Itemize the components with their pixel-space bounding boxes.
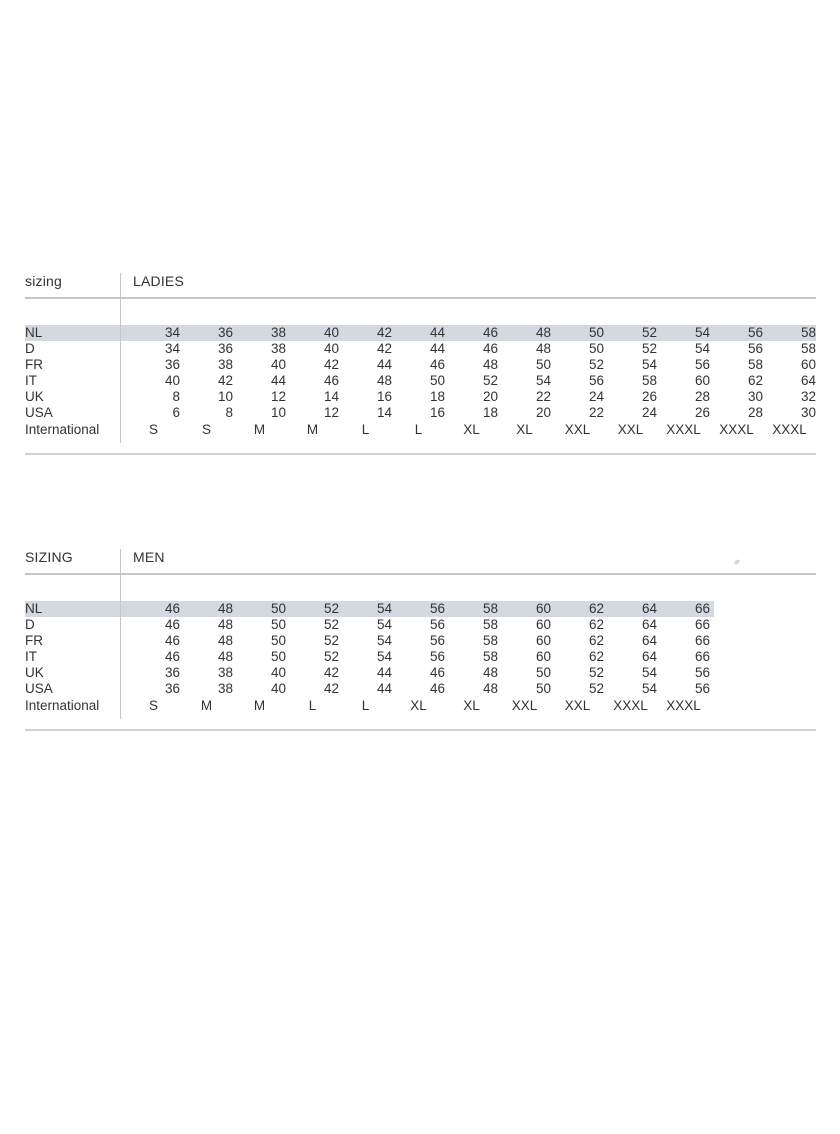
size-value: 54 [376,601,392,616]
size-value: 48 [482,681,498,696]
size-value: XXL [564,698,591,713]
size-value: 48 [217,633,233,648]
size-value: 44 [376,665,392,680]
size-value: 64 [800,373,816,388]
size-value: 66 [694,649,710,664]
size-value: M [253,422,266,437]
size-value: 20 [535,405,551,420]
size-value: 52 [588,357,604,372]
size-value: 58 [482,633,498,648]
size-value: 50 [535,357,551,372]
size-value: 62 [588,617,604,632]
size-value: 54 [641,681,657,696]
row-values [120,649,710,665]
size-value: 66 [694,633,710,648]
size-value: 34 [164,341,180,356]
size-value: 28 [694,389,710,404]
size-value: 56 [694,357,710,372]
size-value: 52 [588,681,604,696]
size-value: 36 [164,357,180,372]
size-value: S [201,422,211,437]
size-value: 14 [323,389,339,404]
size-value: 46 [482,341,498,356]
size-value: 60 [535,601,551,616]
size-value: 56 [747,325,763,340]
size-value: 56 [429,633,445,648]
size-value: XL [463,422,480,437]
column-divider [120,549,121,719]
table-row [25,325,816,341]
size-value: 8 [172,389,180,404]
size-value: 46 [429,357,445,372]
table-row [25,697,816,715]
size-value: 46 [429,681,445,696]
table-bottom-rule [25,729,816,731]
row-values [120,633,710,649]
table-title: MEN [133,549,165,565]
size-value: 50 [270,633,286,648]
size-value: 36 [217,341,233,356]
size-value: 52 [641,341,657,356]
size-value: 64 [641,617,657,632]
table-row [25,421,816,439]
table-row [25,633,816,649]
row-label: USA [25,405,53,420]
table-row [25,357,816,373]
size-value: 20 [482,389,498,404]
size-value: 52 [588,665,604,680]
size-value: 36 [164,681,180,696]
size-value: 44 [376,681,392,696]
size-value: 44 [429,325,445,340]
row-values [120,601,710,617]
size-value: 58 [800,325,816,340]
size-value: 54 [376,617,392,632]
table-row [25,341,816,357]
table-row [25,665,816,681]
size-value: 8 [225,405,233,420]
table-header [25,549,816,575]
size-value: 30 [800,405,816,420]
size-value: 44 [270,373,286,388]
size-value: 32 [800,389,816,404]
size-value: 36 [164,665,180,680]
size-value: 34 [164,325,180,340]
size-value: 54 [376,649,392,664]
size-value: 40 [270,357,286,372]
row-values [120,389,816,405]
row-label: International [25,698,100,713]
size-value: 50 [588,341,604,356]
size-value: XXXL [719,422,754,437]
size-value: XXXL [772,422,807,437]
size-value: 44 [429,341,445,356]
size-value: XL [516,422,533,437]
size-value: 38 [217,357,233,372]
size-value: 58 [482,617,498,632]
size-value: 48 [217,649,233,664]
row-label: UK [25,665,44,680]
table-title: LADIES [133,273,184,289]
row-values [120,357,816,373]
size-value: 48 [535,325,551,340]
size-value: 26 [641,389,657,404]
size-value: 50 [588,325,604,340]
table-row [25,389,816,405]
table-bottom-rule [25,453,816,455]
size-value: 60 [535,649,551,664]
size-value: 50 [535,681,551,696]
size-value: 46 [323,373,339,388]
row-values [120,341,816,357]
size-value: L [361,422,370,437]
size-value: 6 [172,405,180,420]
size-value: XL [463,698,480,713]
size-value: M [253,698,266,713]
row-values [120,405,816,421]
size-value: XL [410,698,427,713]
table-row [25,649,816,665]
size-value: 40 [323,341,339,356]
size-value: XXXL [613,698,648,713]
row-label: UK [25,389,44,404]
table-row [25,617,816,633]
row-values [120,421,816,439]
size-value: 54 [641,357,657,372]
size-value: 18 [429,389,445,404]
size-value: 40 [164,373,180,388]
size-value: 52 [482,373,498,388]
size-value: 48 [217,601,233,616]
size-value: 52 [323,617,339,632]
size-value: 46 [482,325,498,340]
size-table-men [25,549,816,731]
size-value: 52 [323,601,339,616]
size-value: 24 [588,389,604,404]
size-table-ladies [25,273,816,455]
size-value: 54 [694,341,710,356]
size-value: 52 [323,649,339,664]
size-value: 58 [641,373,657,388]
size-value: 58 [482,601,498,616]
row-label: NL [25,601,43,616]
size-value: 40 [270,681,286,696]
size-value: 38 [217,681,233,696]
row-label: IT [25,373,37,388]
row-values [120,373,816,389]
size-value: S [148,422,158,437]
table-row [25,681,816,697]
row-values [120,617,710,633]
size-value: 50 [270,601,286,616]
size-value: 24 [641,405,657,420]
size-value: M [306,422,319,437]
size-value: L [308,698,317,713]
size-value: 66 [694,601,710,616]
size-value: 16 [429,405,445,420]
table-row [25,601,816,617]
size-value: 52 [323,633,339,648]
size-value: 58 [482,649,498,664]
size-value: 50 [270,617,286,632]
size-value: 10 [217,389,233,404]
size-value: 46 [164,601,180,616]
size-value: 64 [641,601,657,616]
table-corner-label: sizing [25,273,62,289]
row-values [120,681,710,697]
size-value: 42 [376,325,392,340]
column-divider [120,273,121,443]
size-value: 42 [323,681,339,696]
size-value: S [148,698,158,713]
size-value: 46 [164,649,180,664]
size-value: 56 [694,665,710,680]
row-label: FR [25,633,43,648]
size-value: 40 [270,665,286,680]
size-value: 38 [270,341,286,356]
size-value: 36 [217,325,233,340]
size-value: 22 [535,389,551,404]
row-label: USA [25,681,53,696]
size-value: 48 [217,617,233,632]
row-label: D [25,617,35,632]
size-value: 58 [747,357,763,372]
size-value: 66 [694,617,710,632]
row-label: FR [25,357,43,372]
size-value: 56 [694,681,710,696]
row-label: D [25,341,35,356]
size-value: 42 [323,665,339,680]
size-value: XXXL [666,698,701,713]
table-row [25,405,816,421]
table-row [25,373,816,389]
size-value: 56 [588,373,604,388]
row-label: NL [25,325,43,340]
size-value: 22 [588,405,604,420]
size-value: 52 [641,325,657,340]
table-header [25,273,816,299]
size-value: 16 [376,389,392,404]
size-value: 42 [217,373,233,388]
size-value: 42 [376,341,392,356]
size-value: XXL [564,422,591,437]
size-value: 48 [535,341,551,356]
row-label: IT [25,649,37,664]
size-value: 56 [429,617,445,632]
size-value: 48 [482,357,498,372]
table-body [25,601,816,715]
size-value: XXL [511,698,538,713]
size-value: L [414,422,423,437]
table-body [25,325,816,439]
size-value: 56 [747,341,763,356]
size-value: 40 [323,325,339,340]
size-value: 10 [270,405,286,420]
size-value: 54 [641,665,657,680]
size-value: 30 [747,389,763,404]
size-value: 62 [588,649,604,664]
size-value: 46 [164,633,180,648]
size-value: 54 [376,633,392,648]
row-values [120,697,710,715]
size-value: 50 [535,665,551,680]
size-value: 38 [270,325,286,340]
size-value: 54 [535,373,551,388]
table-corner-label: SIZING [25,549,73,565]
size-value: 42 [323,357,339,372]
size-value: 60 [535,633,551,648]
size-value: 28 [747,405,763,420]
size-value: 62 [588,601,604,616]
size-value: 60 [694,373,710,388]
size-value: 64 [641,633,657,648]
size-value: M [200,698,213,713]
row-label: International [25,422,100,437]
size-value: 56 [429,649,445,664]
size-value: 46 [429,665,445,680]
size-value: 60 [535,617,551,632]
size-value: 62 [747,373,763,388]
size-value: 60 [800,357,816,372]
size-value: 56 [429,601,445,616]
size-value: 48 [376,373,392,388]
size-value: 18 [482,405,498,420]
row-values [120,665,710,681]
size-value: 62 [588,633,604,648]
size-value: 46 [164,617,180,632]
size-value: 50 [270,649,286,664]
size-value: XXXL [666,422,701,437]
row-values [120,325,816,341]
size-value: 64 [641,649,657,664]
size-value: 26 [694,405,710,420]
size-value: 58 [800,341,816,356]
size-value: XXL [617,422,644,437]
size-value: 38 [217,665,233,680]
size-value: 14 [376,405,392,420]
size-value: 54 [694,325,710,340]
size-value: 50 [429,373,445,388]
size-value: L [361,698,370,713]
size-value: 48 [482,665,498,680]
size-value: 44 [376,357,392,372]
size-value: 12 [323,405,339,420]
size-value: 12 [270,389,286,404]
